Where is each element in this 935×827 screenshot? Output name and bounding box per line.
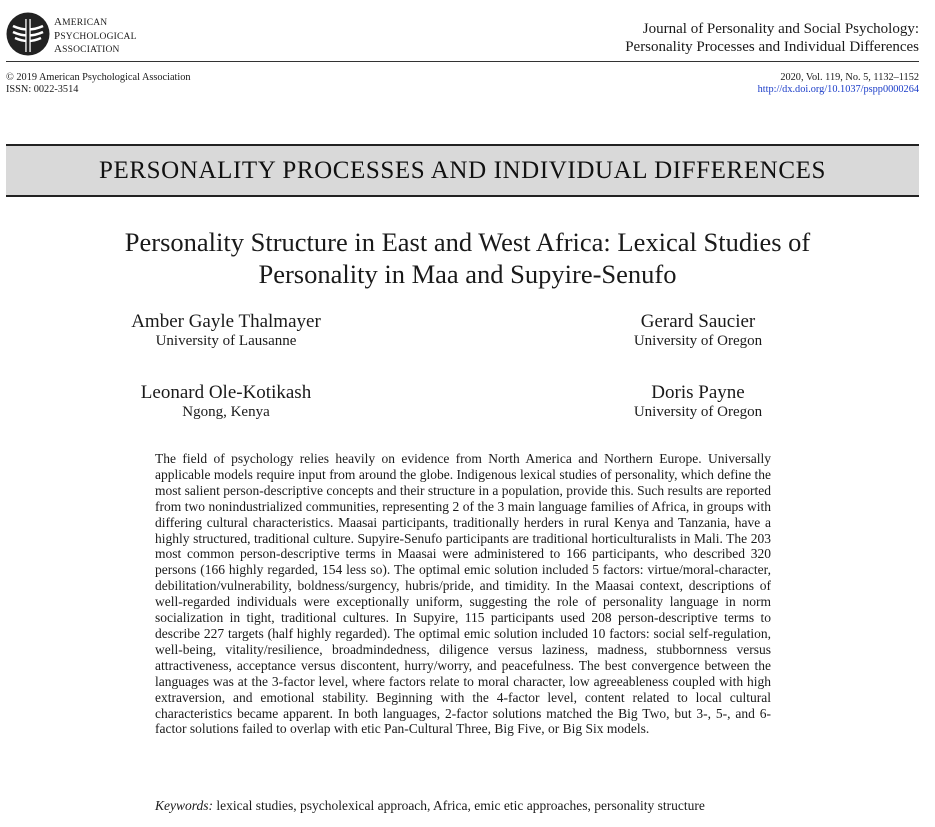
keywords-label: Keywords:	[155, 798, 213, 813]
abstract: The field of psychology relies heavily on evidence from North America and Northern Europe. Universally applicable models require input from around the globe. Indigenous lexical studies of personality, which define the most salient person-descriptive concepts and their structure in a population, provide this. Such results are reported from two nonindustrialized communities, representing 2 of the 3 main language families of Africa, in groups with differing cultural characteristics. Maasai participants, traditionally herders in rural Kenya and Tanzania, have a highly structured, traditional culture. Supyire-Senufo participants are traditional horticulturalists in Mali. The 203 most common person-descriptive terms in Maasai were administered to 166 participants, who described 320 persons (166 highly regarded, 154 less so). The optimal emic solution included 5 factors: virtue/moral-character, debilitation/vulnerability, boldness/surgency, hubris/pride, and timidity. In the Maasai context, descriptions of well-regarded individuals were exceptionally uniform, suggesting the role of personality language in norm socialization in tight, traditional cultures. In Supyire, 115 participants used 208 person-descriptive terms to describe 227 targets (half highly regarded). The optimal emic solution included 10 factors: social self-regulation, well-being, vitality/resilience, broadmindedness, diligence versus laziness, madness, stubbornness versus attractiveness, acceptance versus discontent, hurry/worry, and peacefulness. The best convergence between the languages was at the 3-factor level, where factors relate to moral character, low agreeableness coupled with high extraversion, and emotional stability. Beginning with the 4-factor level, content related to local cultural characteristics became apparent. In both languages, 2-factor solutions matched the Big Two, but 3-, 5-, and 6-factor solutions failed to overlap with etic Pan-Cultural Three, Big Five, or Big Six models.	[155, 451, 771, 737]
title-line-2: Personality in Maa and Supyire-Senufo	[258, 259, 677, 289]
author-block	[108, 382, 344, 421]
author-affiliation: Ngong, Kenya	[182, 404, 270, 420]
section-banner-text: PERSONALITY PROCESSES AND INDIVIDUAL DIFFERENCES	[98, 157, 826, 184]
copyright-block	[6, 72, 191, 95]
title-line-1: Personality Structure in East and West Africa: Lexical Studies of	[124, 227, 811, 257]
author-name: Leonard Ole-Kotikash	[140, 382, 312, 403]
article-title	[20, 226, 915, 290]
doi-link[interactable]: http://dx.doi.org/10.1037/pspp0000264	[757, 83, 919, 95]
author-affiliation: University of Oregon	[633, 404, 763, 420]
author-affiliation: University of Lausanne	[155, 333, 297, 349]
journal-name	[625, 21, 919, 56]
publisher-line: PSYCHOLOGICAL	[54, 29, 137, 42]
apa-logo-icon	[6, 12, 50, 56]
journal-line-2: Personality Processes and Individual Differences	[625, 38, 919, 55]
section-banner	[6, 144, 919, 197]
journal-line-1: Journal of Personality and Social Psychology:	[642, 21, 919, 37]
author-block	[610, 382, 786, 421]
author-block	[610, 311, 786, 350]
author-name: Gerard Saucier	[640, 311, 756, 332]
citation-block	[758, 72, 919, 95]
author-affiliation: University of Oregon	[633, 333, 763, 349]
keywords-text: lexical studies, psycholexical approach, Africa, emic etic approaches, personality structure	[216, 798, 705, 813]
author-block	[108, 311, 344, 350]
header-rule	[6, 61, 919, 62]
citation: 2020, Vol. 119, No. 5, 1132–1152	[780, 72, 919, 83]
issn: ISSN: 0022-3514	[6, 83, 79, 95]
keywords	[155, 798, 775, 814]
author-name: Amber Gayle Thalmayer	[131, 311, 321, 332]
publisher-line: AMERICAN	[54, 16, 108, 28]
author-name: Doris Payne	[651, 382, 745, 403]
publisher-name	[54, 16, 137, 57]
publisher-line: ASSOCIATION	[54, 43, 120, 55]
copyright: © 2019 American Psychological Association	[6, 72, 191, 83]
